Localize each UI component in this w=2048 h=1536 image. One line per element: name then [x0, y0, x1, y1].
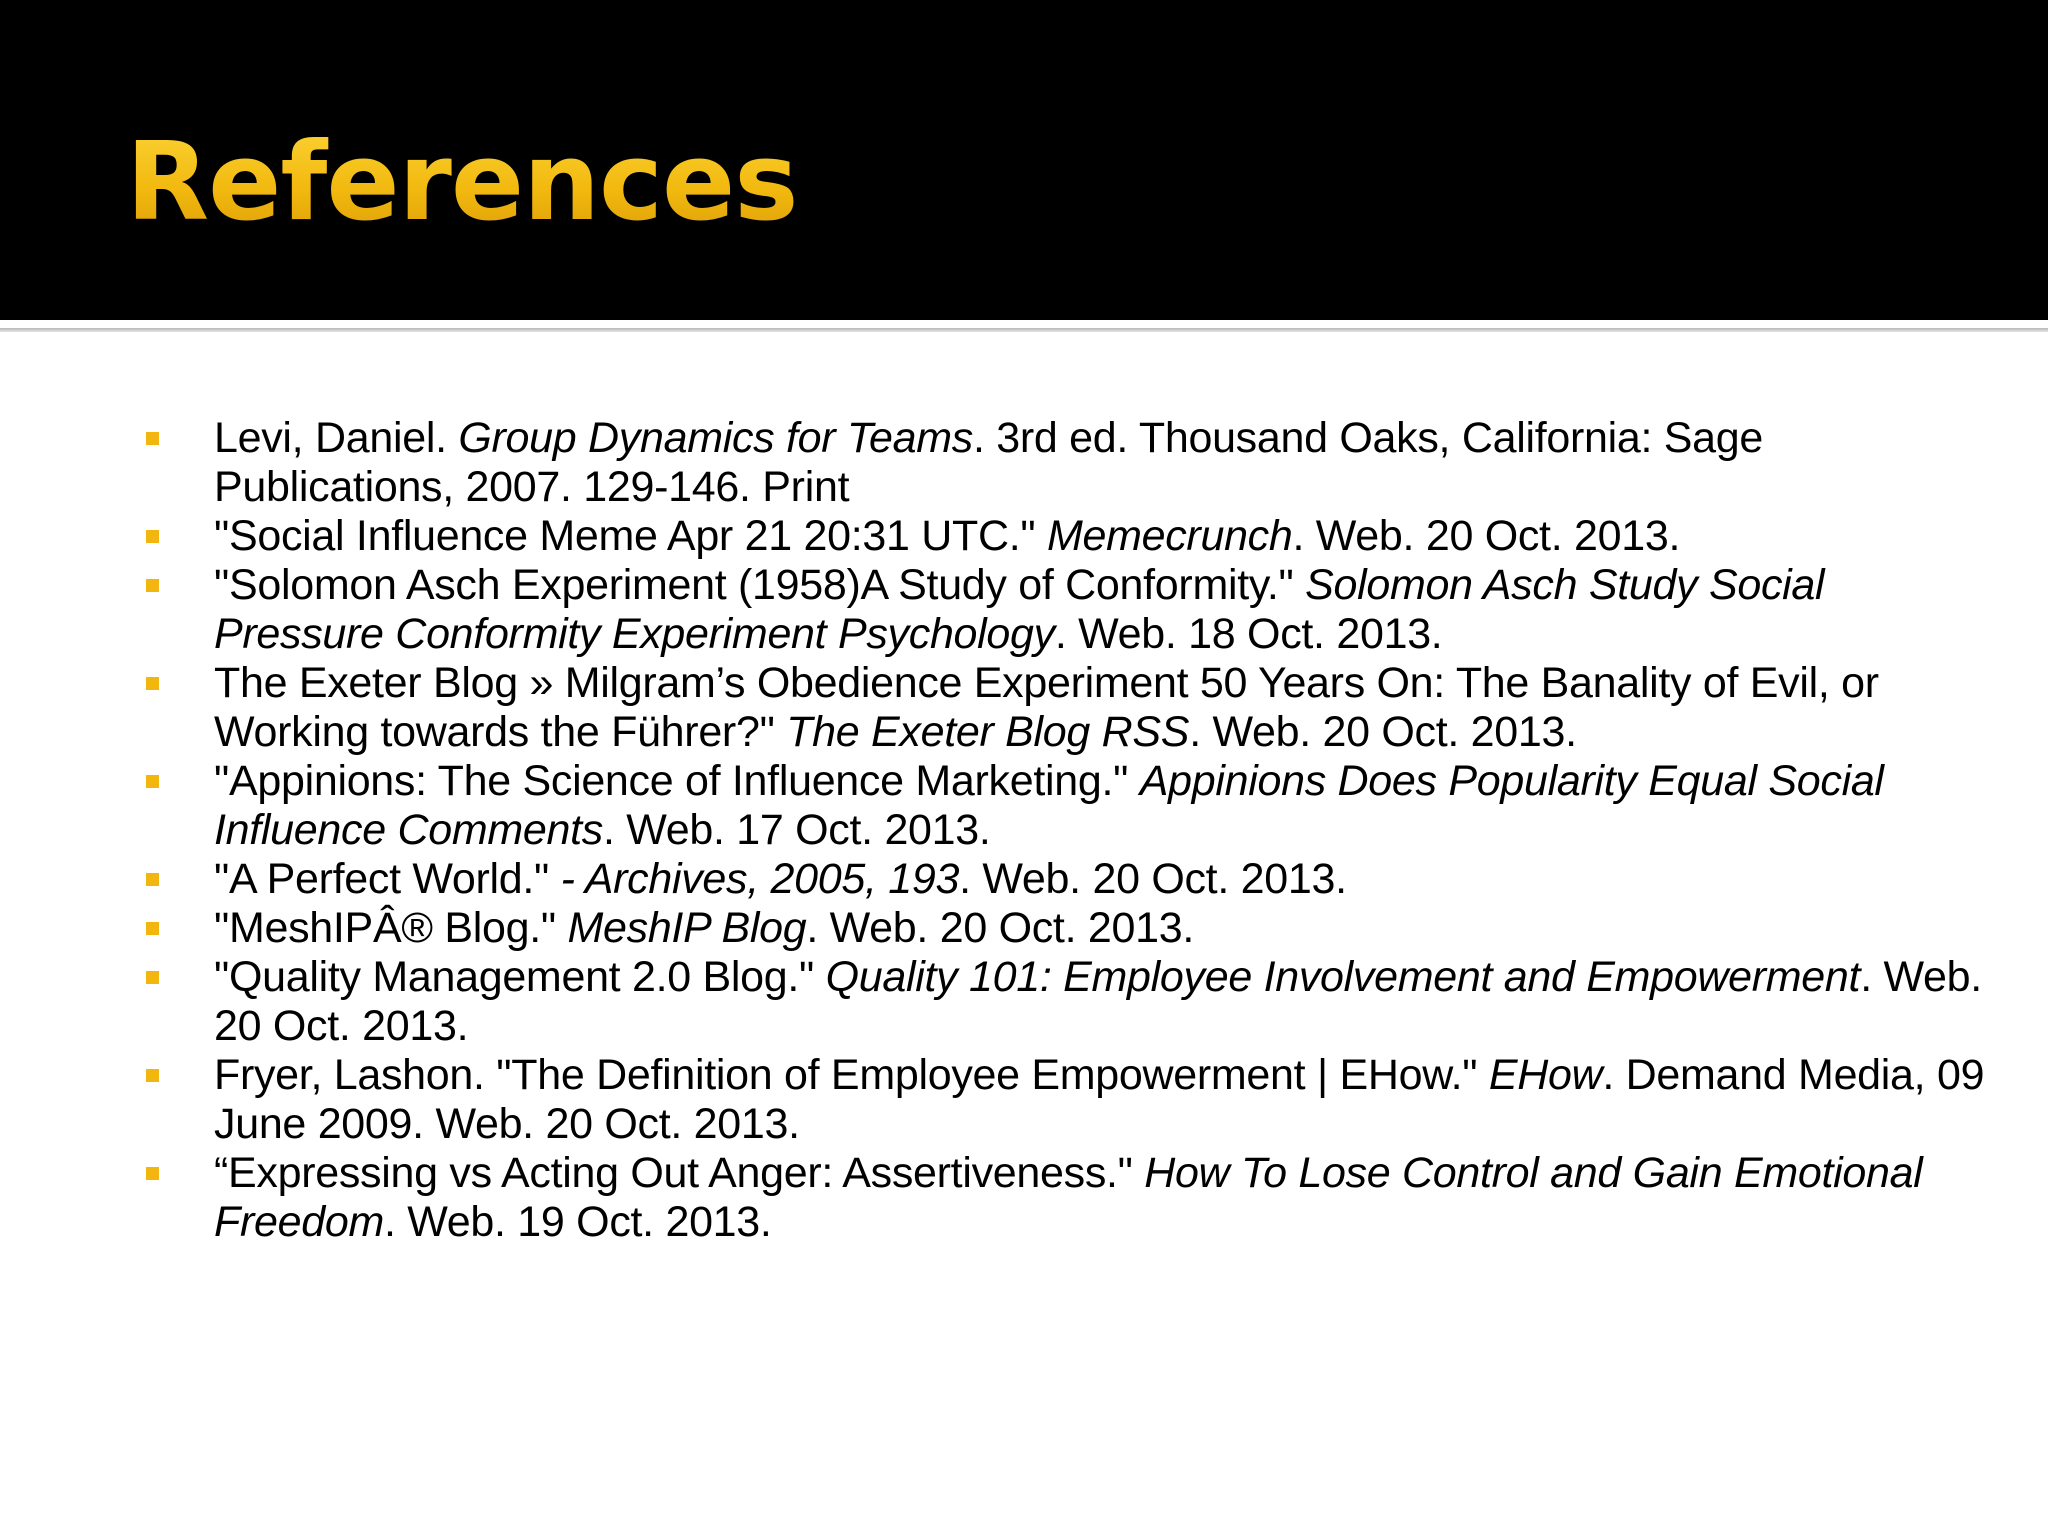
reference-text: Fryer, Lashon. "The Definition of Employee Empowerment | EHow." — [214, 1051, 1489, 1099]
reference-details: . Web. 20 Oct. 2013. — [214, 953, 1982, 1050]
reference-source-title: MeshIP Blog — [567, 904, 807, 952]
reference-details: . 3rd ed. Thousand Oaks, California: Sage Publications, 2007. 129-146. Print — [214, 414, 1763, 511]
reference-text: "Solomon Asch Experiment (1958)A Study of Conformity." — [214, 561, 1306, 609]
reference-text: "A Perfect World." — [214, 855, 561, 903]
reference-text: “Expressing vs Acting Out Anger: Assertiveness." — [214, 1149, 1145, 1197]
reference-source-title: Group Dynamics for Teams — [458, 414, 973, 462]
reference-source-title: How To Lose Control and Gain Emotional Freedom — [214, 1149, 1923, 1246]
reference-details: . Demand Media, 09 June 2009. Web. 20 Oct. 2013. — [214, 1051, 1985, 1148]
title-divider-white — [0, 320, 2048, 328]
reference-item — [144, 904, 2004, 953]
reference-item — [144, 953, 2004, 1051]
reference-text: "Social Influence Meme Apr 21 20:31 UTC." — [214, 512, 1047, 560]
square-bullet-icon — [146, 432, 159, 445]
reference-item — [144, 659, 2004, 757]
square-bullet-icon — [146, 530, 159, 543]
reference-source-title: Appinions Does Popularity Equal Social Influence Comments — [214, 757, 1884, 854]
square-bullet-icon — [146, 677, 159, 690]
reference-details: . Web. 20 Oct. 2013. — [1292, 512, 1681, 560]
reference-source-title: Quality 101: Employee Involvement and Empowerment — [825, 953, 1861, 1001]
reference-details: . Web. 20 Oct. 2013. — [959, 855, 1347, 903]
square-bullet-icon — [146, 1167, 159, 1180]
title-divider-gray — [0, 328, 2048, 332]
square-bullet-icon — [146, 579, 159, 592]
reference-item — [144, 561, 2004, 659]
reference-item — [144, 512, 2004, 561]
reference-item — [144, 855, 2004, 904]
reference-list — [144, 414, 2004, 1247]
square-bullet-icon — [146, 775, 159, 788]
reference-source-title: Memecrunch — [1046, 512, 1293, 560]
reference-details: . Web. 18 Oct. 2013. — [1054, 610, 1443, 658]
square-bullet-icon — [146, 873, 159, 886]
reference-text: "Appinions: The Science of Influence Marketing." — [214, 757, 1140, 805]
reference-item — [144, 414, 2004, 512]
square-bullet-icon — [146, 922, 159, 935]
reference-details: . Web. 19 Oct. 2013. — [383, 1198, 772, 1246]
reference-details: . Web. 20 Oct. 2013. — [806, 904, 1194, 952]
title-bar — [0, 0, 2048, 320]
reference-details: . Web. 17 Oct. 2013. — [602, 806, 991, 854]
reference-item — [144, 757, 2004, 855]
square-bullet-icon — [146, 1069, 159, 1082]
square-bullet-icon — [146, 971, 159, 984]
reference-source-title: - Archives, 2005, 193 — [560, 855, 960, 903]
reference-source-title: The Exeter Blog RSS — [786, 708, 1190, 756]
reference-text: "Quality Management 2.0 Blog." — [214, 953, 826, 1001]
reference-text: Levi, Daniel. — [214, 414, 459, 462]
reference-text: The Exeter Blog » Milgram’s Obedience Experiment 50 Years On: The Banality of Evil, or Working towards the Führer?" — [214, 659, 1879, 756]
reference-details: . Web. 20 Oct. 2013. — [1189, 708, 1577, 756]
slide-title: References — [126, 118, 798, 248]
reference-item — [144, 1149, 2004, 1247]
reference-item — [144, 1051, 2004, 1149]
reference-text: "MeshIPÂ® Blog." — [214, 904, 568, 952]
reference-source-title: EHow — [1488, 1051, 1603, 1099]
reference-source-title: Solomon Asch Study Social Pressure Conformity Experiment Psychology — [214, 561, 1825, 658]
